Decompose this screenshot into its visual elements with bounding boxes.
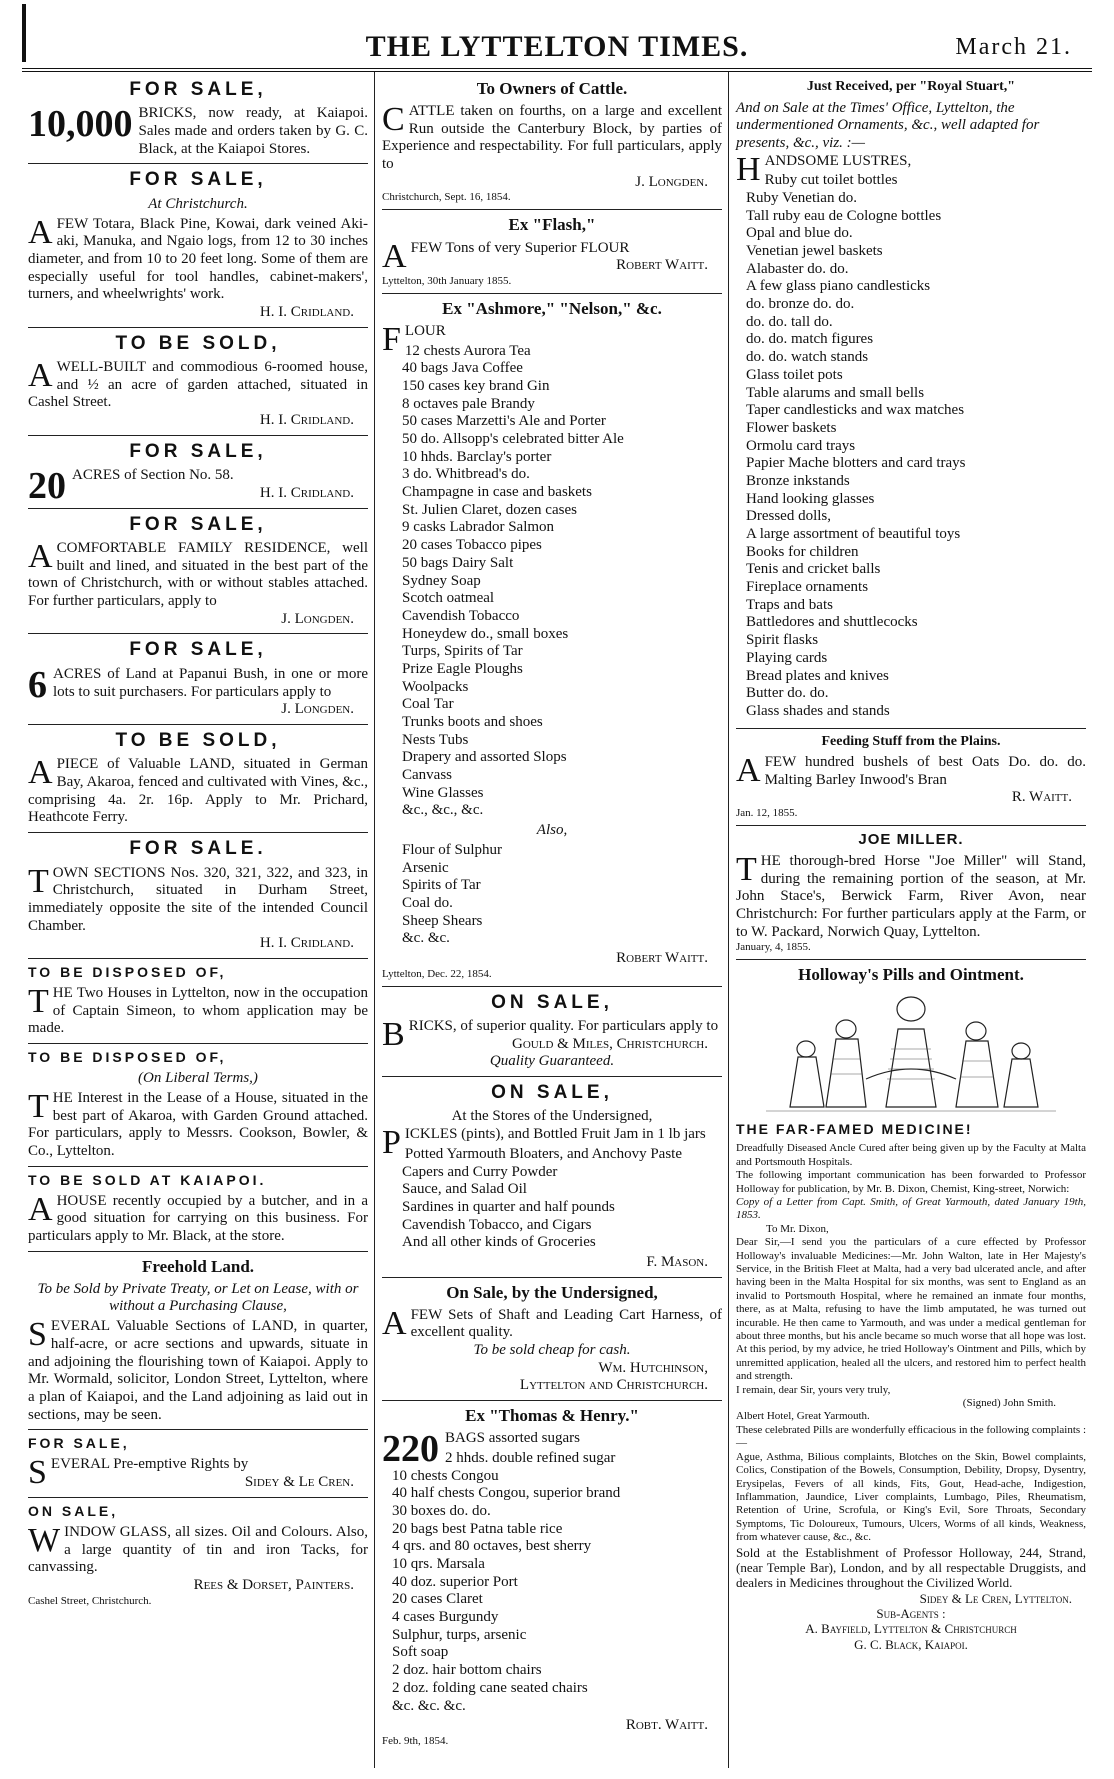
list-item: 2 doz. folding cane seated chairs: [392, 1679, 588, 1696]
list-item: Taper candlesticks and wax matches: [746, 402, 965, 419]
drop-cap: H: [736, 150, 761, 188]
list-item: Sulphur, turps, arsenic: [392, 1626, 527, 1643]
list-item: Butter do. do.: [746, 685, 829, 702]
list-item: Ruby cut toilet bottles: [764, 172, 898, 189]
drop-number: 10,000: [28, 103, 133, 146]
ad-dateline: January, 4, 1855.: [736, 941, 811, 954]
ad-col1-8: [28, 959, 368, 1044]
list-item: 50 do. Allsopp's celebrated bitter Ale: [402, 431, 624, 448]
item-list-2: [402, 842, 722, 948]
ad-cattle: [382, 74, 722, 210]
ad-heading: Holloway's Pills and Ointment.: [798, 965, 1024, 985]
holloway-letter: Dear Sir,—I send you the particulars of a cure effected by Professor Holloway's invaluable Medicines:—Mr. John Walton, late in Her Majesty's Service, in the British Fleet at Malta, had a very bad ulcerated ancle, and after having been in the Malta Hospital for six months, was sent to England as an invalid to Portsmouth Hospital, where he remained an inmate four months, there, as at Malta, refusing to have the limb amputated, he was turned out incurable. He then came to Yarmouth, and was under a medical gentleman for about three months, but his ancle became so much worse that all hope was lost. At this period, by my advice, he tried Holloway's Ointment and Pills, which by unremitted application, healed all the ulcers, and restored him to perfect health and strength.: [736, 1236, 1086, 1383]
list-item: 10 chests Congou: [392, 1467, 499, 1484]
ad-col1-5: [28, 634, 368, 724]
item-list: [402, 1146, 722, 1252]
list-item: 8 octaves pale Brandy: [402, 395, 535, 412]
list-item: Prize Eagle Ploughs: [402, 660, 523, 677]
ad-col1-0: [28, 74, 368, 164]
column-3: [736, 74, 1086, 1657]
ad-heading: TO BE SOLD AT KAIAPOI.: [28, 1171, 267, 1188]
ad-heading: ON SALE,: [28, 1502, 119, 1519]
ad-heading: FOR SALE,: [28, 1435, 130, 1452]
column-rule-1: [374, 72, 375, 1768]
ad-body: INDOW GLASS, all sizes. Oil and Colours. Also, a large quantity of tin and iron Tacks, for canvassing.: [28, 1523, 368, 1576]
list-item: Trunks boots and shoes: [402, 714, 543, 731]
drop-cap: A: [382, 1304, 407, 1342]
drop-cap: S: [28, 1316, 47, 1354]
list-item: 4 qrs. and 80 octaves, best sherry: [392, 1538, 592, 1555]
ad-heading: FOR SALE.: [129, 838, 267, 860]
drop-cap: T: [28, 983, 49, 1021]
list-item: Papier Mache blotters and card trays: [746, 455, 966, 472]
drop-number: 220: [382, 1428, 439, 1471]
list-item: 4 cases Burgundy: [392, 1609, 499, 1626]
drop-cap: T: [736, 850, 757, 888]
list-item: Opal and blue do.: [746, 225, 853, 242]
list-item: Books for children: [746, 543, 859, 560]
ad-signature: Wm. Hutchinson,: [598, 1359, 708, 1376]
list-item: Soft soap: [392, 1644, 449, 1661]
list-item: Coal do.: [402, 894, 453, 911]
ad-flash: [382, 210, 722, 293]
ad-subheading: To be Sold by Private Treaty, or Let on Lease, with or without a Purchasing Clause,: [37, 1280, 359, 1315]
list-item: Spirits of Tar: [402, 877, 481, 894]
list-item: Turps, Spirits of Tar: [402, 643, 523, 660]
ad-heading: Ex "Flash,": [508, 215, 596, 235]
ad-body: HE Interest in the Lease of a House, situated in the best part of Akaroa, with Garden Ground attached. For particulars, apply to Messrs. Cookson, Bowler, & Co., Lyttelton.: [28, 1089, 368, 1159]
list-item: Cavendish Tobacco, and Cigars: [402, 1216, 592, 1233]
list-item: 12 chests Aurora Tea: [404, 342, 531, 359]
list-item: Ormolu card trays: [746, 437, 856, 454]
ad-feeding-stuff: [736, 729, 1086, 827]
ad-body: BRICKS, now ready, at Kaiapoi. Sales made and orders taken by G. C. Black, at the Kaiapoi Stores.: [138, 105, 368, 157]
ad-body: HE thorough-bred Horse "Joe Miller" will Stand, during the remaining portion of the season, at Mr. John Stace's, Berwick Farm, River Avon, near Christchurch: For further particulars apply at the Farm, or to W. Packard, Norwich Quay, Lyttelton.: [736, 852, 1086, 940]
list-item: And all other kinds of Groceries: [402, 1234, 596, 1251]
holloway-to: To Mr. Dixon,: [766, 1222, 829, 1235]
ad-signature: Robert Waitt.: [616, 949, 708, 966]
ad-signature: H. I. Cridland.: [259, 484, 354, 501]
ad-col1-1: [28, 164, 368, 327]
list-item: 3 do. Whitbread's do.: [402, 466, 530, 483]
ad-heading: FOR SALE,: [129, 513, 267, 535]
list-item: Wine Glasses: [402, 784, 484, 801]
list-item: Cavendish Tobacco: [402, 607, 520, 624]
ad-signature: H. I. Cridland.: [259, 304, 354, 320]
holloway-tagline: THE FAR-FAMED MEDICINE!: [736, 1121, 973, 1138]
ad-col1-13: [28, 1498, 368, 1613]
holloway-hotel: Albert Hotel, Great Yarmouth.: [736, 1410, 870, 1423]
ad-heading: Freehold Land.: [141, 1256, 255, 1276]
list-item: Champagne in case and baskets: [402, 484, 592, 501]
list-item: Dressed dolls,: [746, 508, 831, 525]
ad-body: WELL-BUILT and commodious 6-roomed house, and ½ an acre of garden attached, situated in Cashel Street.: [28, 359, 368, 411]
ad-body: HE Two Houses in Lyttelton, now in the occupation of Captain Simeon, to whom application may be made.: [28, 985, 368, 1037]
list-item: do. bronze do. do.: [746, 296, 855, 313]
list-item: Glass shades and stands: [746, 702, 890, 719]
ad-col1-3: [28, 436, 368, 509]
ad-first-line: ANDSOME LUSTRES,: [764, 152, 912, 169]
ad-body: FEW Tons of very Superior FLOUR: [410, 239, 630, 256]
holloway-p2: The following important communication has been forwarded to Professor Holloway for publication, by Mr. B. Dixon, Chemist, King-street, Norwich:: [736, 1169, 1086, 1195]
ad-signature: J. Longden.: [281, 610, 354, 627]
list-item: Bronze inkstands: [746, 472, 850, 489]
list-item: St. Julien Claret, dozen cases: [402, 501, 577, 518]
list-item: 50 bags Dairy Salt: [402, 554, 514, 571]
ad-signature: H. I. Cridland.: [259, 412, 354, 429]
ad-col1-6: [28, 725, 368, 833]
ad-signature: F. Mason.: [646, 1253, 708, 1270]
drop-cap: A: [736, 752, 761, 790]
ad-signature: Robert Waitt.: [616, 257, 708, 274]
ad-harness: [382, 1278, 722, 1401]
ad-body: FEW Totara, Black Pine, Kowai, dark veined Aki-aki, Manuka, and Ngaio logs, from 12 to 30 inches diameter, and from 10 to 20 feet long. Some of them are especially useful for tool handles, cabinet-makers', turners, and wheelwrights' work.: [28, 215, 368, 303]
ad-col1-11: [28, 1252, 368, 1431]
list-item: 50 cases Marzetti's Ale and Porter: [402, 413, 606, 430]
ad-heading: To Owners of Cattle.: [476, 79, 628, 98]
ad-body: FEW Sets of Shaft and Leading Cart Harness, of excellent quality.: [410, 1306, 722, 1341]
drop-cap: T: [28, 862, 49, 900]
drop-cap: B: [382, 1016, 405, 1054]
list-item: 20 bags best Patna table rice: [392, 1520, 563, 1537]
holloway-signed: (Signed) John Smith.: [962, 1397, 1056, 1410]
ad-dateline: Cashel Street, Christchurch.: [28, 1594, 152, 1607]
column-rule-2: [728, 72, 729, 1768]
list-item: Alabaster do. do.: [746, 260, 849, 277]
ad-bricks: [382, 987, 722, 1077]
ad-signature: J. Longden.: [635, 173, 708, 190]
holloway-complaints: Ague, Asthma, Bilious complaints, Blotches on the Skin, Bowel complaints, Colics, Constipation of the Bowels, Consumption, Debility, Dropsy, Dysentry, Erysipelas, Fevers of all kinds, Fits, Gout, Head-ache, Indigestion, Inflammation, Jaundice, Liver complaints, Lumbago, Piles, Rheumatism, Retention of Urine, Scrofula, or King's Evil, Sore Throats, Secondary Symptoms, Tic Doloureux, Tumours, Ulcers, Worms of all kinds, Weakness, from whatever cause, &c., &c.: [736, 1450, 1086, 1544]
ad-col1-7: [28, 833, 368, 959]
list-item: Table alarums and small bells: [746, 384, 925, 401]
list-item: do. do. watch stands: [746, 349, 869, 366]
item-list: [392, 1450, 722, 1715]
holloway-subagents: Sub-Agents :: [876, 1605, 946, 1621]
ad-heading: TO BE SOLD,: [115, 729, 281, 751]
drop-cap: A: [28, 538, 53, 576]
item-list: [402, 343, 722, 821]
ad-heading: Ex "Ashmore," "Nelson," &c.: [442, 298, 662, 318]
ad-first-line: ICKLES (pints), and Bottled Fruit Jam in 1 lb jars: [404, 1126, 706, 1143]
list-item: 40 bags Java Coffee: [402, 360, 523, 377]
ad-subheading: At Christchurch.: [148, 195, 248, 212]
holloway-sold: Sold at the Establishment of Professor Holloway, 244, Strand, (near Temple Bar), London, and by all respectable Druggists, and dealers in Medicines throughout the Civilized World.: [736, 1544, 1086, 1591]
ad-dateline: Lyttelton, Dec. 22, 1854.: [382, 967, 492, 980]
list-item: Capers and Curry Powder: [402, 1163, 558, 1180]
list-item: 10 hhds. Barclay's porter: [402, 448, 552, 465]
column-2: [382, 74, 722, 1753]
list-item: &c. &c. &c.: [392, 1697, 466, 1714]
ad-heading: TO BE DISPOSED OF,: [28, 963, 227, 980]
list-item: Sydney Soap: [402, 572, 481, 589]
ad-first-line: BAGS assorted sugars: [445, 1430, 580, 1447]
list-item: Fireplace ornaments: [746, 579, 869, 596]
ad-body: EVERAL Pre-emptive Rights by: [50, 1456, 249, 1473]
list-item: Potted Yarmouth Bloaters, and Anchovy Paste: [404, 1145, 682, 1162]
holloway-signature: Sidey & Le Cren, Lyttelton.: [919, 1590, 1072, 1606]
ad-dateline: Feb. 9th, 1854.: [382, 1734, 449, 1747]
holloway-engraving: [766, 989, 1056, 1117]
ad-heading: FOR SALE,: [129, 639, 267, 661]
holloway-p1: Dreadfully Diseased Ancle Cured after being given up by the Faculty at Malta and Portsmouth Hospitals.: [736, 1142, 1086, 1168]
list-item: Ruby Venetian do.: [746, 189, 857, 206]
drop-number: 20: [28, 465, 66, 508]
ad-body: FEW hundred bushels of best Oats Do. do. do. Malting Barley Inwood's Bran: [764, 754, 1086, 788]
ad-signature-2: Lyttelton and Christchurch.: [519, 1377, 708, 1394]
ad-subheading: (On Liberal Terms,): [138, 1070, 258, 1087]
ad-body: RICKS, of superior quality. For particulars apply to: [408, 1018, 719, 1035]
drop-cap: P: [382, 1124, 401, 1162]
ad-signature: Sidey & Le Cren.: [244, 1474, 354, 1491]
list-item: Woolpacks: [402, 678, 469, 695]
ad-subheading: At the Stores of the Undersigned,: [451, 1108, 653, 1125]
list-item: Arsenic: [402, 859, 449, 876]
ad-body: PIECE of Valuable LAND, situated in German Bay, Akaroa, fenced and cultivated with Vines, &c., comprising 4a. 2r. 16p. Apply to Mr. Prichard, Heathcote Ferry.: [28, 756, 368, 826]
cheap-note: To be sold cheap for cash.: [473, 1342, 631, 1359]
list-item: 150 cases key brand Gin: [402, 377, 550, 394]
holloway-agent-1: A. Bayfield, Lyttelton & Christchurch: [805, 1621, 1017, 1637]
ad-heading: FOR SALE,: [129, 169, 267, 191]
list-item: Tall ruby eau de Cologne bottles: [746, 207, 942, 224]
drop-cap: F: [382, 320, 401, 358]
drop-cap: A: [28, 357, 53, 395]
list-item: Coal Tar: [402, 696, 454, 713]
list-item: Playing cards: [746, 649, 828, 666]
drop-cap: A: [28, 1190, 53, 1228]
drop-number: 6: [28, 663, 47, 706]
ad-col1-2: [28, 328, 368, 436]
ad-signature: H. I. Cridland.: [259, 935, 354, 952]
list-item: do. do. match figures: [746, 331, 874, 348]
list-item: 2 hhds. double refined sugar: [445, 1449, 616, 1466]
list-item: Sardines in quarter and half pounds: [402, 1198, 615, 1215]
ad-body: OWN SECTIONS Nos. 320, 321, 322, and 323, in Christchurch, situated in Durham Street, immediately opposite the site of the intended Council Chamber.: [28, 864, 368, 934]
ad-signature: Robt. Waitt.: [625, 1717, 708, 1734]
item-list: [746, 172, 1086, 720]
drop-cap: S: [28, 1454, 47, 1492]
ad-dateline: Lyttelton, 30th January 1855.: [382, 274, 512, 287]
ad-heading: JOE MILLER.: [858, 831, 964, 849]
list-item: Flower baskets: [746, 419, 837, 436]
list-item: Traps and bats: [746, 596, 833, 613]
list-item: Nests Tubs: [402, 731, 469, 748]
list-item: Venetian jewel baskets: [746, 243, 883, 260]
list-item: 20 cases Tobacco pipes: [402, 537, 542, 554]
ad-first-line: LOUR: [404, 322, 446, 339]
list-item: Battledores and shuttlecocks: [746, 614, 918, 631]
ad-heading: Just Received, per "Royal Stuart,": [806, 79, 1016, 94]
list-item: A few glass piano candlesticks: [746, 278, 931, 295]
list-item: A large assortment of beautiful toys: [746, 526, 961, 543]
list-item: Tenis and cricket balls: [746, 561, 881, 578]
ad-body: COMFORTABLE FAMILY RESIDENCE, well built and lined, and situated in the best part of the town of Christchurch, with or without stables attached. For further particulars, apply to: [28, 540, 368, 610]
list-item: Drapery and assorted Slops: [402, 749, 567, 766]
column-1: [28, 74, 368, 1613]
ad-signature: R. Waitt.: [1011, 789, 1072, 806]
list-item: Hand looking glasses: [746, 490, 875, 507]
list-item: Sauce, and Salad Oil: [402, 1181, 527, 1198]
masthead-rule: [22, 68, 1092, 72]
list-item: Honeydew do., small boxes: [402, 625, 569, 642]
holloway-p3: These celebrated Pills are wonderfully efficacious in the following complaints :—: [736, 1423, 1086, 1450]
ad-col1-12: [28, 1430, 368, 1497]
ad-col1-9: [28, 1044, 368, 1167]
list-item: Glass toilet pots: [746, 366, 843, 383]
list-item: &c., &c., &c.: [402, 802, 484, 819]
ad-ashmore: [382, 294, 722, 987]
ad-heading: ON SALE,: [491, 991, 613, 1013]
list-item: 20 cases Claret: [392, 1591, 483, 1608]
ad-dateline: Jan. 12, 1855.: [736, 807, 798, 820]
ad-body: HOUSE recently occupied by a butcher, and in a good situation for carrying on this business. For particulars apply to Mr. Black, at the store.: [28, 1192, 368, 1245]
ad-heading: ON SALE,: [491, 1082, 613, 1104]
list-item: &c. &c.: [402, 930, 450, 947]
holloway-copy-note: Copy of a Letter from Capt. Smith, of Great Yarmouth, dated January 19th, 1853.: [736, 1195, 1086, 1222]
newspaper-title: THE LYTTELTON TIMES.: [365, 30, 749, 63]
list-item: 2 doz. hair bottom chairs: [392, 1662, 542, 1679]
ad-signature: J. Longden.: [281, 701, 354, 718]
list-item: 40 doz. superior Port: [392, 1573, 518, 1590]
ad-dateline: Christchurch, Sept. 16, 1854.: [382, 191, 511, 204]
list-item: 10 qrs. Marsala: [392, 1556, 485, 1573]
list-item: Canvass: [402, 767, 452, 784]
list-item: 30 boxes do. do.: [392, 1502, 491, 1519]
ad-heading: Ex "Thomas & Henry.": [465, 1406, 639, 1426]
ad-joe-miller: [736, 826, 1086, 960]
ad-signature: Rees & Dorset, Painters.: [193, 1576, 354, 1593]
list-item: Sheep Shears: [402, 912, 483, 929]
quality-note: Quality Guaranteed.: [489, 1053, 615, 1070]
list-item: Flour of Sulphur: [402, 841, 503, 858]
ad-heading: TO BE DISPOSED OF,: [28, 1049, 227, 1066]
ad-holloway: [736, 960, 1086, 1657]
list-item: 40 half chests Congou, superior brand: [392, 1485, 621, 1502]
ad-pickles: [382, 1077, 722, 1278]
list-item: Spirit flasks: [746, 632, 819, 649]
list-item: do. do. tall do.: [746, 313, 833, 330]
ad-heading: Feeding Stuff from the Plains.: [821, 733, 1001, 749]
drop-cap: T: [28, 1087, 49, 1125]
ad-heading: FOR SALE,: [129, 440, 267, 462]
list-item: Bread plates and knives: [746, 667, 889, 684]
list-item: Scotch oatmeal: [402, 590, 495, 607]
holloway-remain: I remain, dear Sir, yours very truly,: [736, 1383, 891, 1396]
ad-heading: On Sale, by the Undersigned,: [446, 1282, 658, 1302]
ad-col1-4: [28, 509, 368, 635]
ad-heading: FOR SALE,: [129, 79, 267, 100]
holloway-agent-2: G. C. Black, Kaiapoi.: [854, 1636, 968, 1652]
drop-cap: W: [28, 1521, 61, 1559]
drop-cap: A: [28, 754, 53, 792]
ad-thomas-henry: [382, 1401, 722, 1753]
drop-cap: A: [382, 237, 407, 275]
also-label: Also,: [536, 822, 568, 839]
ad-heading: TO BE SOLD,: [115, 332, 281, 354]
ad-col1-10: [28, 1167, 368, 1252]
masthead: [22, 28, 1092, 68]
ad-royal-stuart: [736, 74, 1086, 729]
list-item: 9 casks Labrador Salmon: [402, 519, 555, 536]
drop-cap: C: [382, 101, 405, 139]
ad-body: EVERAL Valuable Sections of LAND, in quarter, half-acre, or acre sections and upwards, situate in and adjoining the flourishing town of Kaiapoi. Apply to Mr. Wormald, solicitor, London Street, Lyttelton, where a plan of Kaiapoi, and the Land adjoining as laid out in sections, may be seen.: [28, 1318, 368, 1423]
ad-subheading: And on Sale at the Times' Office, Lyttelton, the undermentioned Ornaments, &c., well adapted for presents, &c., viz. :—: [736, 99, 1040, 151]
ad-body: ATTLE taken on fourths, on a large and excellent Run outside the Canterbury Block, by parties of Experience and respectability. For full particulars, apply to: [382, 103, 722, 173]
ad-body: ACRES of Section No. 58.: [72, 467, 234, 484]
drop-cap: A: [28, 213, 53, 251]
ad-signature: Gould & Miles, Christchurch.: [512, 1035, 708, 1052]
issue-date: March 21.: [955, 34, 1072, 60]
ad-body: ACRES of Land at Papanui Bush, in one or more lots to suit purchasers. For particulars apply to: [53, 665, 368, 700]
